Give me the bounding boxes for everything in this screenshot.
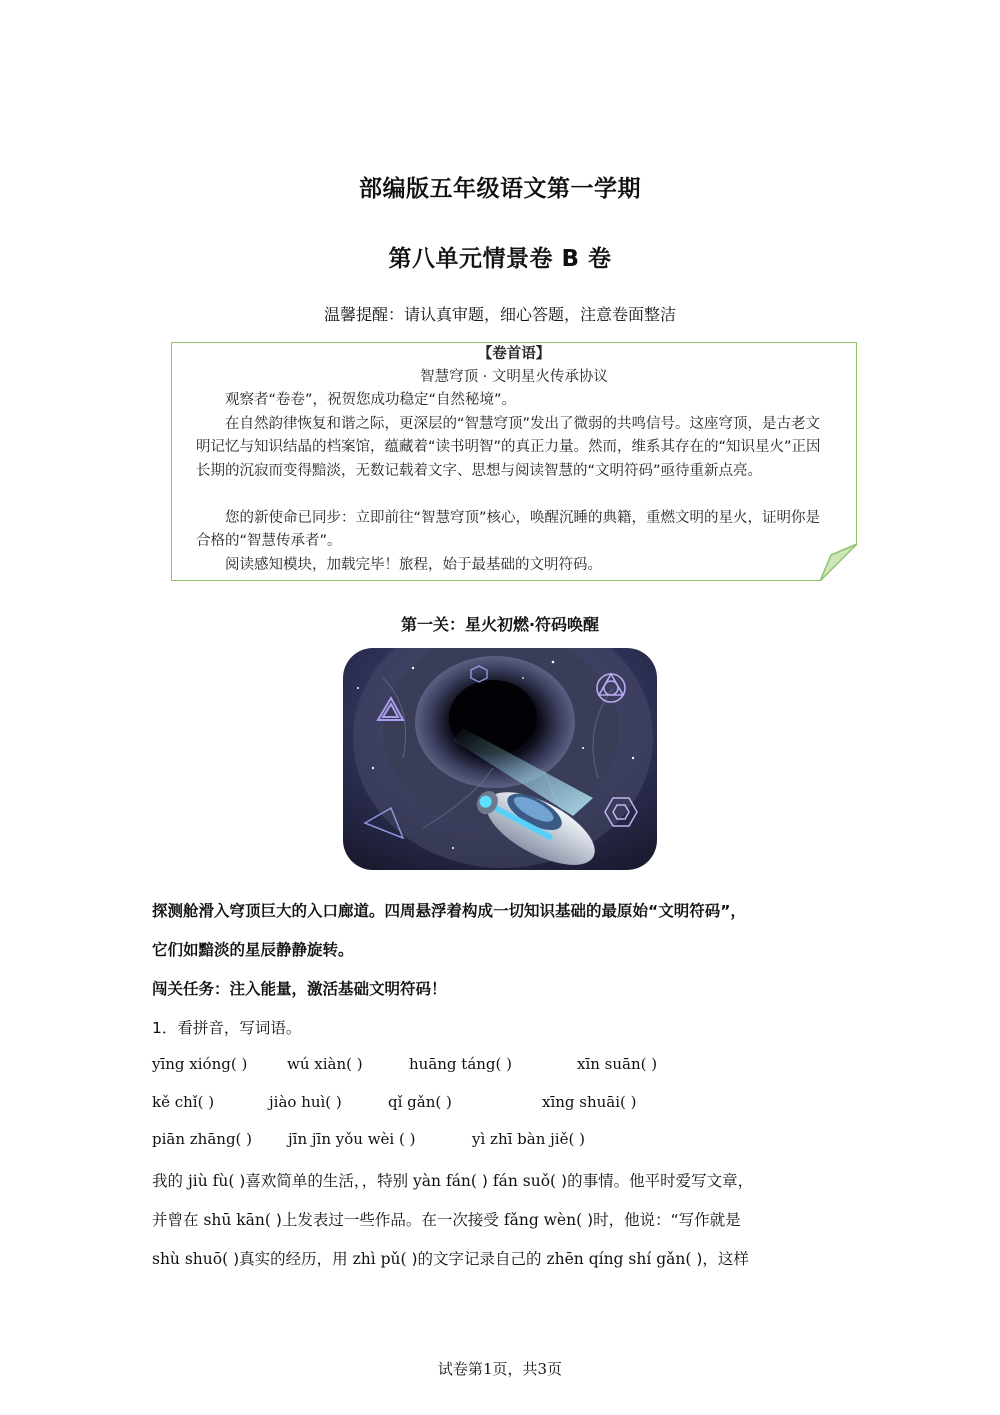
passage-text: )的事情。他平时爱写文章， — [556, 1172, 754, 1190]
stage-task: 闯关任务：注入能量，激活基础文明符码！ — [152, 980, 447, 998]
pinyin-item: kě chǐ( ) — [152, 1093, 215, 1111]
footer-label: 试卷第 — [437, 1360, 483, 1378]
preface-heading: 【卷首语】 — [477, 346, 551, 362]
passage-text: )喜欢简单的生活，，特别 — [234, 1172, 414, 1190]
footer-end: 页 — [547, 1360, 563, 1378]
footer-separator: 页，共 — [492, 1360, 538, 1378]
passage-text: )时，他说：“写作就是 — [582, 1211, 741, 1229]
passage-line — [152, 1169, 862, 1191]
pinyin-item: yì zhī bàn jiě( ) — [472, 1130, 585, 1148]
stage-title: 第一关：星火初燃·符码唤醒 — [400, 615, 600, 634]
reminder-text: 温馨提醒：请认真审题，细心答题，注意卷面整洁 — [323, 305, 676, 324]
stage-intro-line: 它们如黯淡的星辰静静旋转。 — [152, 941, 354, 959]
spaceship-tunnel-illustration — [343, 648, 657, 870]
page-subtitle: 第八单元情景卷 B 卷 — [388, 246, 612, 272]
stage-intro-line: 探测舱滑入穹顶巨大的入口廊道。四周悬浮着构成一切知识基础的最原始“文明符码”， — [152, 902, 746, 920]
pinyin-item: jiào huì( ) — [269, 1093, 342, 1111]
pinyin-item: piān zhāng( ) — [152, 1130, 253, 1148]
page-footer — [0, 1358, 1000, 1379]
passage-text: 我的 — [152, 1172, 188, 1190]
passage-text: 并曾在 — [152, 1211, 204, 1229]
pinyin-item: yīng xióng( ) — [152, 1055, 248, 1073]
pinyin-item: wú xiàn( ) — [287, 1055, 363, 1073]
preface-box — [171, 342, 857, 581]
footer-page-number: 1 — [482, 1360, 493, 1378]
pinyin-item: jīn jīn yǒu wèi ( ) — [288, 1130, 416, 1148]
page-title: 部编版五年级语文第一学期 — [359, 176, 641, 202]
pinyin-item: xīn suān( ) — [577, 1055, 658, 1073]
passage-line — [152, 1208, 862, 1230]
pinyin-item: huāng táng( ) — [409, 1055, 513, 1073]
passage-line — [152, 1247, 862, 1269]
preface-paragraph: 您的新使命已同步：立即前往“智慧穹顶”核心，唤醒沉睡的典籍，重燃文明的星火，证明你是合格的“智慧传承者”。 — [196, 509, 821, 549]
passage-pinyin: zhì pǔ( — [352, 1250, 407, 1268]
passage-pinyin: shū kān( — [203, 1211, 271, 1229]
page-curl-icon — [817, 541, 859, 583]
preface-paragraph: 在自然韵律恢复和谐之际，更深层的“智慧穹顶”发出了微弱的共鸣信号。这座穹顶，是古老文明记忆与知识结晶的档案馆，蕴藏着“读书明智”的真正力量。然而，维系其存在的“知识星火”正因长期的沉寂而变得黯淡，无数记载着文字、思想与阅读智慧的“文明符码”亟待重新点亮。 — [196, 415, 821, 479]
passage-pinyin: shù shuō( — [152, 1250, 229, 1268]
preface-paragraph: 阅读感知模块，加载完毕！旅程，始于最基础的文明符码。 — [225, 556, 602, 573]
pinyin-item: xīng shuāi( ) — [542, 1093, 637, 1111]
question-prompt: 1．看拼音，写词语。 — [152, 1019, 302, 1037]
passage-pinyin: fán suǒ( — [492, 1172, 557, 1190]
passage-text: ) — [476, 1172, 493, 1190]
passage-text: )，这样 — [691, 1250, 749, 1268]
passage-text: )的文字记录自己的 — [406, 1250, 547, 1268]
passage-pinyin: fǎng wèn( — [503, 1211, 583, 1229]
passage-pinyin: yàn fán( — [413, 1172, 477, 1190]
passage-text: )真实的经历，用 — [228, 1250, 353, 1268]
passage-pinyin: zhēn qíng shí gǎn( — [546, 1250, 692, 1268]
preface-paragraph: 观察者“卷卷”，祝贺您成功稳定“自然秘境”。 — [225, 392, 517, 408]
pinyin-item: qǐ gǎn( ) — [388, 1093, 452, 1111]
passage-text: )上发表过一些作品。在一次接受 — [270, 1211, 504, 1229]
passage-pinyin: jiù fù( — [187, 1172, 235, 1190]
footer-page-total: 3 — [537, 1360, 548, 1378]
preface-subheading: 智慧穹顶 · 文明星火传承协议 — [420, 369, 608, 385]
